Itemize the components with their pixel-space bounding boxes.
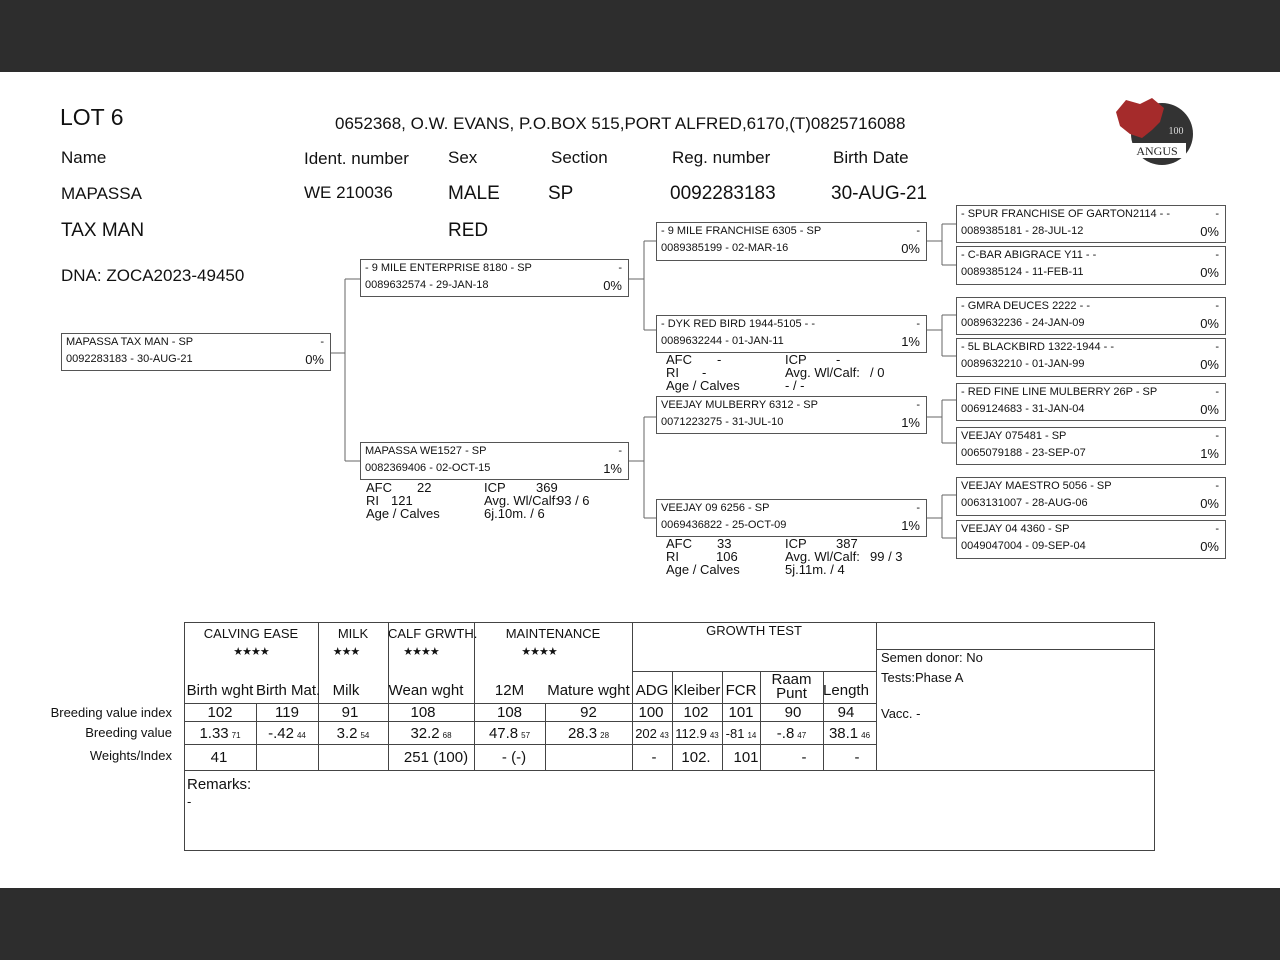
remarks-text: -: [187, 794, 192, 809]
dd-icp: 387: [836, 536, 858, 551]
sd-dash: -: [916, 318, 920, 330]
bv-accuracy: 43: [659, 731, 669, 740]
sd-age-label: Age / Calves: [666, 378, 740, 393]
label-name: Name: [61, 148, 107, 167]
bv-value: 32.2: [410, 725, 440, 742]
g1-name: - SPUR FRANCHISE OF GARTON2114 - -: [961, 208, 1171, 220]
label-ident: Ident. number: [304, 149, 409, 168]
g7-dash: -: [1215, 480, 1219, 492]
g8-name: VEEJAY 04 4360 - SP: [961, 523, 1070, 535]
animal-birth: 30-AUG-21: [831, 183, 928, 204]
g7-percent: 0%: [1200, 496, 1219, 511]
g3-name: - GMRA DEUCES 2222 - -: [961, 300, 1090, 312]
sd-afc-label: AFC: [666, 352, 692, 367]
bv-accuracy: 71: [231, 731, 241, 740]
g1-percent: 0%: [1200, 224, 1219, 239]
sd-icp: -: [836, 352, 841, 367]
g4-reg: 0089632210 - 01-JAN-99: [961, 358, 1085, 370]
sd-icp-label: ICP: [785, 352, 807, 367]
g4-percent: 0%: [1200, 357, 1219, 372]
sd-ri-label: RI: [666, 365, 679, 380]
g6-percent: 1%: [1200, 446, 1219, 461]
bv-value: 3.2: [336, 725, 358, 742]
g5-reg: 0069124683 - 31-JAN-04: [961, 403, 1085, 415]
ds-name: VEEJAY MULBERRY 6312 - SP: [661, 399, 818, 411]
g8-reg: 0049047004 - 09-SEP-04: [961, 540, 1086, 552]
dam-reg: 0082369406 - 02-OCT-15: [365, 462, 491, 474]
animal-name2: TAX MAN: [61, 220, 145, 241]
bv-accuracy: 46: [861, 731, 871, 740]
ss-name: - 9 MILE FRANCHISE 6305 - SP: [661, 225, 822, 237]
g6-name: VEEJAY 075481 - SP: [961, 430, 1067, 442]
bv-birth-wght: [184, 725, 256, 742]
dd-wl-label: Avg. Wl/Calf:: [785, 549, 860, 564]
owner-line: 0652368, O.W. EVANS, P.O.BOX 515,PORT ALFRED,6170,(T)0825716088: [335, 114, 906, 133]
bv-accuracy: 57: [521, 731, 531, 740]
tests: Tests:Phase A: [881, 670, 964, 685]
bv-accuracy: 54: [360, 731, 370, 740]
g4-name: - 5L BLACKBIRD 1322-1944 - -: [961, 341, 1115, 353]
bv-accuracy: 47: [797, 731, 807, 740]
animal-name1: MAPASSA: [61, 184, 142, 203]
sd-name: - DYK RED BIRD 1944-5105 - -: [661, 318, 816, 330]
sd-wl-label: Avg. Wl/Calf:: [785, 365, 860, 380]
weight-raam-punt: -: [801, 749, 807, 766]
row-label-index: Breeding value index: [50, 705, 172, 720]
bv-value: 202: [635, 726, 657, 741]
dna-code: DNA: ZOCA2023-49450: [61, 266, 245, 285]
g5-dash: -: [1215, 386, 1219, 398]
semen-donor: Semen donor: No: [881, 650, 983, 665]
weight-12m: - (-): [501, 749, 527, 766]
bv-value: 28.3: [567, 725, 598, 742]
bv-fcr: [722, 726, 760, 741]
animal-color: RED: [448, 220, 489, 241]
g7-name: VEEJAY MAESTRO 5056 - SP: [961, 480, 1112, 492]
col-adg: ADG: [635, 682, 669, 699]
weight-kleiber: 102.: [681, 749, 711, 766]
dam-wl-label: Avg. Wl/Calf:: [484, 493, 559, 508]
index-kleiber: 102: [683, 704, 709, 721]
dam-dash: -: [618, 445, 622, 457]
group-milk: MILK: [337, 626, 369, 641]
col-raam-punt: Raam Punt: [771, 671, 812, 702]
sd-reg: 0089632244 - 01-JAN-11: [661, 335, 784, 347]
stars-calf-growth: ★★★★: [403, 646, 439, 658]
col-birth-wght: Birth wght: [186, 682, 254, 699]
ss-percent: 0%: [901, 241, 920, 256]
dam-percent: 1%: [603, 461, 622, 476]
dd-percent: 1%: [901, 518, 920, 533]
sd-percent: 1%: [901, 334, 920, 349]
bv-raam-punt: [760, 725, 823, 742]
bv-value: 38.1: [828, 725, 859, 742]
group-growth-test: GROWTH TEST: [706, 623, 802, 638]
bv-value: -81: [725, 726, 745, 741]
g6-dash: -: [1215, 430, 1219, 442]
bv-kleiber: [672, 726, 722, 741]
group-calf-growth: CALF GRWTH.: [388, 626, 478, 641]
g1-dash: -: [1215, 208, 1219, 220]
g3-reg: 0089632236 - 24-JAN-09: [961, 317, 1085, 329]
bv-wean-wght: [388, 725, 474, 742]
col-birth-mat: Birth Mat.: [256, 682, 321, 699]
lot-number: LOT 6: [60, 104, 124, 130]
dam-icp-label: ICP: [484, 480, 506, 495]
g3-dash: -: [1215, 300, 1219, 312]
dam-wl: 93 / 6: [557, 493, 590, 508]
row-label-bv: Breeding value: [85, 725, 172, 740]
sire-name: - 9 MILE ENTERPRISE 8180 - SP: [365, 262, 532, 274]
animal-ident: WE 210036: [304, 183, 393, 202]
group-calving-ease: CALVING EASE: [203, 626, 299, 641]
weight-fcr: 101: [733, 749, 759, 766]
self-dash: -: [320, 336, 324, 348]
stars-calving-ease: ★★★★: [233, 646, 269, 658]
bv-birth-mat: [256, 725, 318, 742]
sd-wl: / 0: [870, 365, 885, 380]
dd-reg: 0069436822 - 25-OCT-09: [661, 519, 787, 531]
group-maintenance: MAINTENANCE: [505, 626, 601, 641]
weight-wean-wght: 251 (100): [403, 749, 469, 766]
bv-value: -.42: [268, 725, 294, 742]
animal-reg: 0092283183: [670, 183, 776, 204]
sire-percent: 0%: [603, 278, 622, 293]
bv-milk: [318, 725, 388, 742]
self-reg: 0092283183 - 30-AUG-21: [66, 353, 193, 365]
sire-reg: 0089632574 - 29-JAN-18: [365, 279, 489, 291]
index-milk: 91: [341, 704, 359, 721]
col-milk: Milk: [332, 682, 360, 699]
dd-afc-label: AFC: [666, 536, 692, 551]
bv-value: -.8: [776, 725, 795, 742]
weight-length: -: [854, 749, 860, 766]
bv-adg: [632, 726, 672, 741]
g8-dash: -: [1215, 523, 1219, 535]
logo-text: ANGUS: [1136, 144, 1178, 158]
row-label-weights: Weights/Index: [89, 748, 172, 763]
index-length: 94: [837, 704, 855, 721]
self-name: MAPASSA TAX MAN - SP: [66, 336, 194, 348]
dam-icp: 369: [536, 480, 558, 495]
ss-dash: -: [916, 225, 920, 237]
bv-accuracy: 14: [747, 731, 757, 740]
g8-percent: 0%: [1200, 539, 1219, 554]
self-percent: 0%: [305, 352, 324, 367]
ss-reg: 0089385199 - 02-MAR-16: [661, 242, 789, 254]
vaccination: Vacc. -: [881, 706, 921, 721]
g2-percent: 0%: [1200, 265, 1219, 280]
index-raam-punt: 90: [784, 704, 802, 721]
dam-afc: 22: [417, 480, 432, 495]
bv-accuracy: 44: [296, 731, 306, 740]
dd-afc: 33: [717, 536, 732, 551]
bv-length: [823, 725, 876, 742]
index-12m: 108: [496, 704, 523, 721]
dam-name: MAPASSA WE1527 - SP: [365, 445, 487, 457]
index-adg: 100: [638, 704, 664, 721]
ds-percent: 1%: [901, 415, 920, 430]
g4-dash: -: [1215, 341, 1219, 353]
col-mature-wght: Mature wght: [547, 682, 630, 699]
dam-age: 6j.10m. / 6: [484, 506, 545, 521]
label-birth: Birth Date: [833, 148, 909, 167]
bv-value: 112.9: [675, 726, 707, 741]
dam-ri-label: RI: [366, 493, 379, 508]
dd-name: VEEJAY 09 6256 - SP: [661, 502, 770, 514]
g7-reg: 0063131007 - 28-AUG-06: [961, 497, 1088, 509]
label-sex: Sex: [448, 148, 478, 167]
dd-ri-label: RI: [666, 549, 679, 564]
animal-sex: MALE: [448, 183, 500, 204]
index-fcr: 101: [728, 704, 754, 721]
ds-dash: -: [916, 399, 920, 411]
sd-age: - / -: [785, 378, 805, 393]
sire-dash: -: [618, 262, 622, 274]
col-wean-wght: Wean wght: [388, 682, 464, 699]
col-length: Length: [823, 682, 869, 699]
label-reg: Reg. number: [672, 148, 771, 167]
weight-birth-wght: 41: [210, 749, 228, 766]
label-section: Section: [551, 148, 608, 167]
col-fcr: FCR: [725, 682, 757, 699]
dam-ri: 121: [391, 493, 413, 508]
dd-icp-label: ICP: [785, 536, 807, 551]
bv-accuracy: 43: [709, 731, 719, 740]
bv-mature-wght: [545, 725, 632, 742]
sd-afc: -: [717, 352, 722, 367]
col-kleiber: Kleiber: [673, 682, 721, 699]
index-wean-wght: 108: [410, 704, 436, 721]
remarks-label: Remarks:: [187, 776, 252, 793]
bv-accuracy: 28: [600, 731, 610, 740]
logo-badge: 100: [1168, 126, 1184, 137]
g1-reg: 0089385181 - 28-JUL-12: [961, 225, 1084, 237]
g2-dash: -: [1215, 249, 1219, 261]
dd-wl: 99 / 3: [870, 549, 903, 564]
sd-ri: -: [702, 365, 707, 380]
col-12m: 12M: [494, 682, 525, 699]
dd-dash: -: [916, 502, 920, 514]
dam-afc-label: AFC: [366, 480, 392, 495]
index-mature-wght: 92: [580, 704, 597, 721]
dd-age-label: Age / Calves: [666, 562, 740, 577]
animal-section: SP: [548, 183, 574, 204]
stars-milk: ★★★: [332, 646, 360, 658]
index-birth-mat: 119: [275, 704, 299, 721]
dd-age: 5j.11m. / 4: [785, 562, 845, 577]
g2-reg: 0089385124 - 11-FEB-11: [961, 266, 1084, 278]
bv-accuracy: 68: [442, 731, 452, 740]
dd-ri: 106: [716, 549, 738, 564]
index-birth-wght: 102: [207, 704, 233, 721]
ds-reg: 0071223275 - 31-JUL-10: [661, 416, 784, 428]
g2-name: - C-BAR ABIGRACE Y11 - -: [961, 249, 1097, 261]
g5-percent: 0%: [1200, 402, 1219, 417]
bv-value: 47.8: [488, 725, 519, 742]
g3-percent: 0%: [1200, 316, 1219, 331]
stars-maintenance: ★★★★: [521, 646, 557, 658]
bv-12m: [474, 725, 545, 742]
bv-value: 1.33: [199, 725, 229, 742]
dam-age-label: Age / Calves: [366, 506, 440, 521]
g5-name: - RED FINE LINE MULBERRY 26P - SP: [961, 386, 1158, 398]
weight-adg: -: [651, 749, 657, 766]
g6-reg: 0065079188 - 23-SEP-07: [961, 447, 1086, 459]
